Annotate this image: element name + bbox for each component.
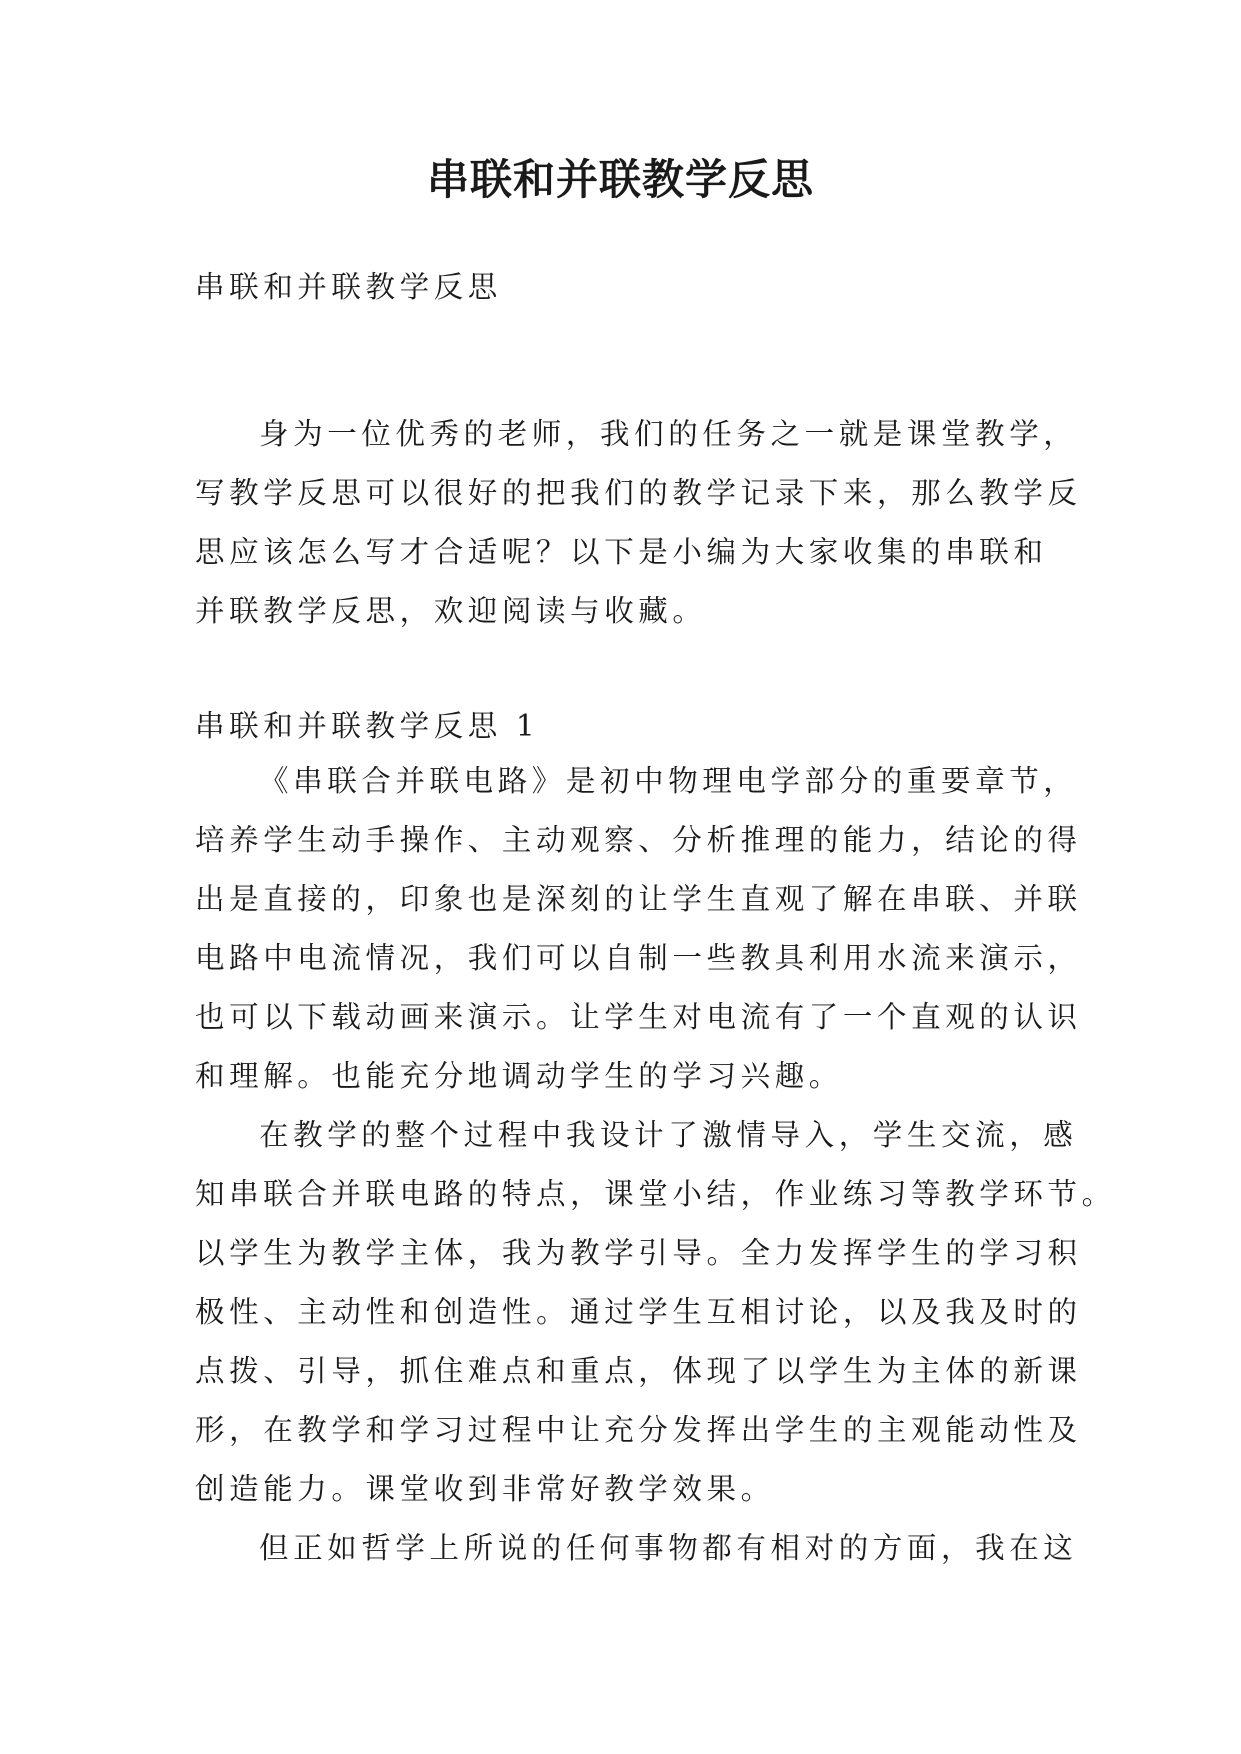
paragraph-line: 也可以下载动画来演示。让学生对电流有了一个直观的认识 <box>195 1000 1082 1034</box>
section-1-heading: 串联和并联教学反思 1 <box>195 709 540 743</box>
document-title: 串联和并联教学反思 <box>426 155 814 204</box>
paragraph-line: 极性、主动性和创造性。通过学生互相讨论，以及我及时的 <box>195 1295 1082 1329</box>
document-subtitle: 串联和并联教学反思 <box>195 270 502 304</box>
section-1-body <box>195 752 1116 1578</box>
section-1-paragraph-2 <box>195 1106 1116 1519</box>
paragraph-line: 《串联合并联电路》是初中物理电学部分的重要章节， <box>259 764 1078 798</box>
paragraph-line: 以学生为教学主体，我为教学引导。全力发挥学生的学习积 <box>195 1236 1082 1270</box>
paragraph-line: 出是直接的，印象也是深刻的让学生直观了解在串联、并联 <box>195 882 1082 916</box>
section-1-paragraph-1 <box>195 752 1082 1106</box>
paragraph-line: 电路中电流情况，我们可以自制一些教具利用水流来演示， <box>195 941 1082 975</box>
paragraph-line: 创造能力。课堂收到非常好教学效果。 <box>195 1472 775 1506</box>
paragraph-line: 和理解。也能充分地调动学生的学习兴趣。 <box>195 1059 843 1093</box>
intro-paragraph <box>195 405 1082 641</box>
section-1-paragraph-3 <box>195 1519 1078 1578</box>
paragraph-line: 形，在教学和学习过程中让充分发挥出学生的主观能动性及 <box>195 1413 1082 1447</box>
paragraph-line: 点拨、引导，抓住难点和重点，体现了以学生为主体的新课 <box>195 1354 1082 1388</box>
paragraph-line: 知串联合并联电路的特点，课堂小结，作业练习等教学环节。 <box>195 1177 1116 1211</box>
intro-line: 写教学反思可以很好的把我们的教学记录下来，那么教学反 <box>195 476 1082 510</box>
paragraph-line: 但正如哲学上所说的任何事物都有相对的方面，我在这 <box>259 1531 1078 1565</box>
intro-line: 并联教学反思，欢迎阅读与收藏。 <box>195 594 707 628</box>
paragraph-line: 在教学的整个过程中我设计了激情导入，学生交流，感 <box>259 1118 1078 1152</box>
paragraph-line: 培养学生动手操作、主动观察、分析推理的能力，结论的得 <box>195 823 1082 857</box>
intro-line: 思应该怎么写才合适呢？以下是小编为大家收集的串联和 <box>195 535 1048 569</box>
intro-line: 身为一位优秀的老师，我们的任务之一就是课堂教学， <box>259 417 1078 451</box>
